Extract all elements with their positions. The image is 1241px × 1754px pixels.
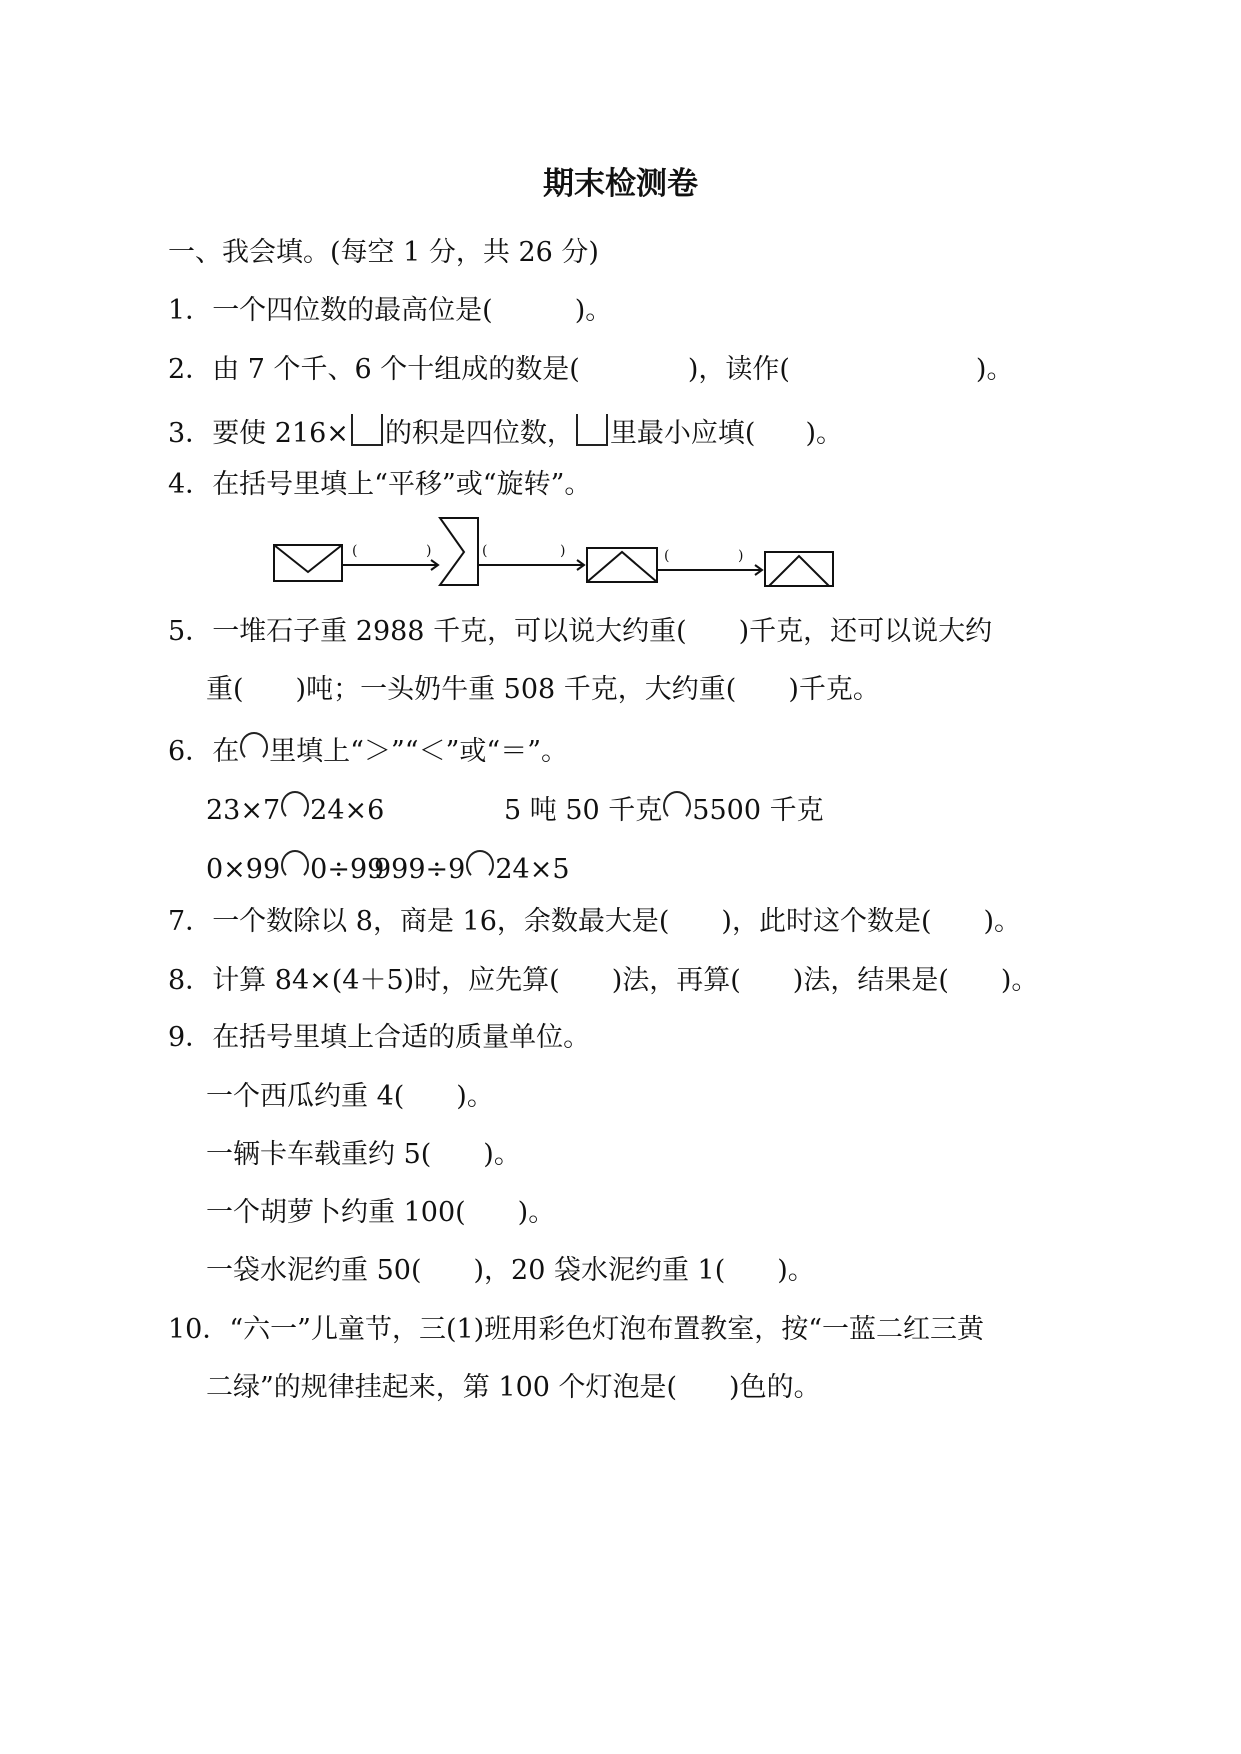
svg-text:(: ( bbox=[664, 548, 670, 564]
rotated-envelope-shape bbox=[440, 518, 478, 585]
expression-right: 24×5 bbox=[495, 854, 570, 885]
question-text: “六一”儿童节，三(1)班用彩色灯泡布置教室，按“一蓝二红三黄 bbox=[229, 1314, 985, 1345]
question-text: )。 bbox=[805, 418, 844, 449]
question-text: )。 bbox=[1000, 965, 1039, 996]
question-text: )色的。 bbox=[729, 1372, 821, 1403]
question-1 bbox=[168, 294, 612, 328]
question-text: )法，再算( bbox=[611, 965, 741, 996]
question-number: 10． bbox=[168, 1314, 230, 1345]
question-text: )。 bbox=[983, 906, 1022, 937]
compare-expression bbox=[504, 791, 824, 828]
compare-expression bbox=[206, 791, 384, 828]
square-box bbox=[351, 414, 383, 446]
question-9-item bbox=[206, 1254, 815, 1288]
question-number: 2． bbox=[168, 354, 213, 385]
svg-text:(: ( bbox=[352, 543, 358, 559]
question-number: 6． bbox=[168, 736, 213, 767]
compare-circle[interactable] bbox=[281, 791, 309, 821]
expression-left: 0×99 bbox=[206, 854, 281, 885]
question-text: 由 7 个千、6 个十组成的数是( bbox=[212, 354, 580, 385]
svg-text:): ) bbox=[738, 548, 744, 564]
question-6 bbox=[168, 732, 568, 769]
question-text: 要使 216× bbox=[212, 418, 349, 449]
question-text: 一堆石子重 2988 千克，可以说大约重( bbox=[212, 616, 687, 647]
question-number: 9． bbox=[168, 1022, 213, 1053]
compare-circle[interactable] bbox=[663, 791, 691, 821]
question-text: 在括号里填上合适的质量单位。 bbox=[212, 1022, 591, 1053]
circle-icon bbox=[240, 732, 268, 762]
question-9-item bbox=[206, 1138, 521, 1172]
question-text: )。 bbox=[483, 1139, 521, 1170]
question-text: 一辆卡车载重约 5( bbox=[206, 1139, 432, 1170]
envelope-shape-open bbox=[587, 548, 657, 582]
question-9-item bbox=[206, 1196, 555, 1230]
compare-circle[interactable] bbox=[281, 850, 309, 880]
expression-right: 0÷99 bbox=[310, 854, 385, 885]
question-text: )。 bbox=[777, 1255, 815, 1286]
question-text: )，20 袋水泥约重 1( bbox=[473, 1255, 726, 1286]
question-number: 7． bbox=[168, 906, 213, 937]
question-3 bbox=[168, 414, 843, 451]
question-number: 8． bbox=[168, 965, 213, 996]
svg-text:): ) bbox=[426, 543, 432, 559]
question-text: 一个胡萝卜约重 100( bbox=[206, 1197, 466, 1228]
question-text: )千克。 bbox=[788, 674, 880, 705]
question-8 bbox=[168, 964, 1038, 998]
question-text: 二绿”的规律挂起来，第 100 个灯泡是( bbox=[206, 1372, 678, 1403]
expression-left: 23×7 bbox=[206, 795, 281, 826]
shape-transform-diagram bbox=[262, 508, 852, 598]
question-7 bbox=[168, 905, 1021, 939]
expression-left: 999÷9 bbox=[374, 854, 466, 885]
expression-left: 5 吨 50 千克 bbox=[504, 795, 663, 826]
question-5 bbox=[168, 615, 992, 649]
question-text: 一个数除以 8，商是 16，余数最大是( bbox=[212, 906, 670, 937]
question-text: 一个四位数的最高位是( bbox=[212, 295, 493, 326]
section-heading: 一、我会填。(每空 1 分，共 26 分) bbox=[168, 237, 599, 268]
question-text: )，此时这个数是( bbox=[721, 906, 932, 937]
question-number: 4． bbox=[168, 469, 213, 500]
question-text: )。 bbox=[975, 354, 1014, 385]
question-10-line-2 bbox=[206, 1371, 821, 1405]
question-number: 5． bbox=[168, 616, 213, 647]
question-number: 3． bbox=[168, 418, 213, 449]
question-2 bbox=[168, 353, 1013, 387]
square-box bbox=[576, 414, 608, 446]
question-text: 一袋水泥约重 50( bbox=[206, 1255, 422, 1286]
question-text: )吨；一头奶牛重 508 千克，大约重( bbox=[295, 674, 737, 705]
compare-expression bbox=[374, 850, 570, 887]
question-text: 在括号里填上“平移”或“旋转”。 bbox=[212, 469, 592, 500]
expression-right: 5500 千克 bbox=[692, 795, 824, 826]
question-text: 的积是四位数， bbox=[384, 418, 574, 449]
page-title: 期末检测卷 bbox=[543, 166, 698, 202]
question-text: )千克，还可以说大约 bbox=[738, 616, 993, 647]
question-text: 里填上“＞”“＜”或“＝”。 bbox=[269, 736, 569, 767]
question-10 bbox=[168, 1313, 984, 1347]
question-text: 里最小应填( bbox=[609, 418, 756, 449]
question-text: )。 bbox=[574, 295, 613, 326]
compare-expression bbox=[206, 850, 384, 887]
envelope-shape bbox=[274, 545, 342, 581]
question-text: 重( bbox=[206, 674, 244, 705]
svg-text:): ) bbox=[560, 543, 566, 559]
question-text: 在 bbox=[212, 736, 240, 767]
question-9 bbox=[168, 1021, 590, 1055]
compare-circle[interactable] bbox=[466, 850, 494, 880]
question-4 bbox=[168, 468, 591, 502]
question-text: )，读作( bbox=[687, 354, 790, 385]
question-text: )。 bbox=[517, 1197, 556, 1228]
question-9-item bbox=[206, 1080, 494, 1114]
question-number: 1． bbox=[168, 295, 213, 326]
svg-text:(: ( bbox=[482, 543, 488, 559]
envelope-shape-open bbox=[765, 552, 833, 586]
question-text: 一个西瓜约重 4( bbox=[206, 1081, 405, 1112]
question-text: 计算 84×(4＋5)时，应先算( bbox=[212, 965, 560, 996]
question-text: )法，结果是( bbox=[792, 965, 949, 996]
expression-right: 24×6 bbox=[310, 795, 385, 826]
question-5-line-2 bbox=[206, 673, 880, 707]
question-text: )。 bbox=[456, 1081, 494, 1112]
